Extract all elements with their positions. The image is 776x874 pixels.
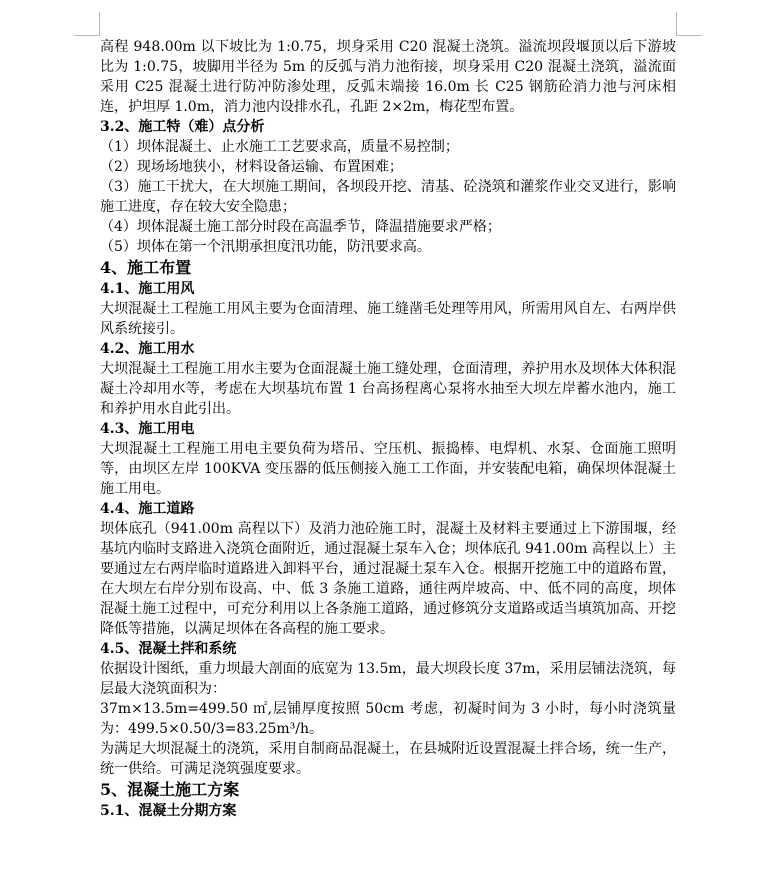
- list-item-3-2-4: （4）坝体混凝土施工部分时段在高温季节，降温措施要求严格；: [100, 219, 501, 235]
- heading-4-1: 4.1、施工用风: [100, 281, 195, 297]
- list-item-3-2-3: （3）施工干扰大，在大坝施工期间，各坝段开挖、清基、砼浇筑和灌浆作业交叉进行，影响施工进度，存在较大安全隐患；: [100, 179, 676, 215]
- list-item-3-2-2: （2）现场场地狭小，材料设备运输、布置困难；: [100, 159, 403, 175]
- crop-mark-top-left-horizontal: [74, 35, 100, 36]
- list-item-3-2-5: （5）坝体在第一个汛期承担度汛功能，防汛要求高。: [100, 239, 431, 255]
- crop-mark-top-left-vertical: [99, 12, 100, 36]
- heading-5-1: 5.1、混凝土分期方案: [100, 803, 237, 819]
- paragraph-4-5-c: 为满足大坝混凝土的浇筑，采用自制商品混凝土，在县城附近设置混凝土拌合场，统一生产，统一供给。可满足浇筑强度要求。: [100, 741, 676, 777]
- document-body: [100, 37, 676, 821]
- paragraph-4-3: 大坝混凝土工程施工用电主要负荷为塔吊、空压机、振捣棒、电焊机、水泵、仓面施工照明等，由坝区左岸 100KVA 变压器的低压侧接入施工工作面，并安装配电箱，确保坝体混凝土施工用电。: [100, 441, 676, 497]
- heading-4: 4、施工布置: [100, 258, 192, 277]
- list-item-3-2-1: （1）坝体混凝土、止水施工工艺要求高，质量不易控制；: [100, 139, 459, 155]
- paragraph-4-1: 大坝混凝土工程施工用风主要为仓面清理、施工缝凿毛处理等用风，所需用风自左、右两岸供风系统接引。: [100, 301, 676, 337]
- crop-mark-top-right-vertical: [676, 12, 677, 36]
- crop-mark-top-right-horizontal: [676, 35, 702, 36]
- heading-4-3: 4.3、施工用电: [100, 421, 195, 437]
- paragraph-4-4: 坝体底孔（941.00m 高程以下）及消力池砼施工时，混凝土及材料主要通过上下游围堰，经基坑内临时支路进入浇筑仓面附近，通过混凝土泵车入仓；坝体底孔 941.00m 高程以上）主要通过左右两岸临时道路进入卸料平台，通过混凝土泵车入仓。根据开挖施工中的道路布置，在大坝左右岸分别布设高、中、低 3 条施工道路，通往两岸坡高、中、低不同的高度，坝体混凝土施工过程中，可充分利用以上各条施工道路，通过修筑分支道路或适当填筑加高、开挖降低等措施，以满足坝体在各高程的施工要求。: [100, 521, 676, 637]
- paragraph-4-5-b: 37m×13.5m=499.50 ㎡,层铺厚度按照 50cm 考虑，初凝时间为 3 小时，每小时浇筑量为：499.5×0.50/3=83.25m³/h。: [100, 701, 676, 737]
- paragraph-dam-design: 高程 948.00m 以下坡比为 1:0.75，坝身采用 C20 混凝土浇筑。溢流坝段堰顶以后下游坡比为 1:0.75，坡脚用半径为 5m 的反弧与消力池衔接，坝身采用 C20 混凝土浇筑，溢流面采用 C25 混凝土进行防冲防渗处理，反弧末端接 16.0m 长 C25 钢筋砼消力池与河床相连，护坦厚 1.0m，消力池内设排水孔，孔距 2×2m，梅花型布置。: [100, 39, 676, 115]
- heading-4-5: 4.5、混凝土拌和系统: [100, 641, 237, 657]
- heading-4-4: 4.4、施工道路: [100, 501, 195, 517]
- heading-5: 5、混凝土施工方案: [100, 780, 240, 799]
- heading-3-2: 3.2、施工特（难）点分析: [100, 119, 265, 135]
- paragraph-4-5-a: 依据设计图纸，重力坝最大剖面的底宽为 13.5m，最大坝段长度 37m，采用层铺法浇筑，每层最大浇筑面积为：: [100, 661, 676, 697]
- paragraph-4-2: 大坝混凝土工程施工用水主要为仓面混凝土施工缝处理，仓面清理，养护用水及坝体大体积混凝土冷却用水等，考虑在大坝基坑布置 1 台高扬程离心泵将水抽至大坝左岸蓄水池内，施工和养护用水自此引出。: [100, 361, 676, 417]
- heading-4-2: 4.2、施工用水: [100, 341, 195, 357]
